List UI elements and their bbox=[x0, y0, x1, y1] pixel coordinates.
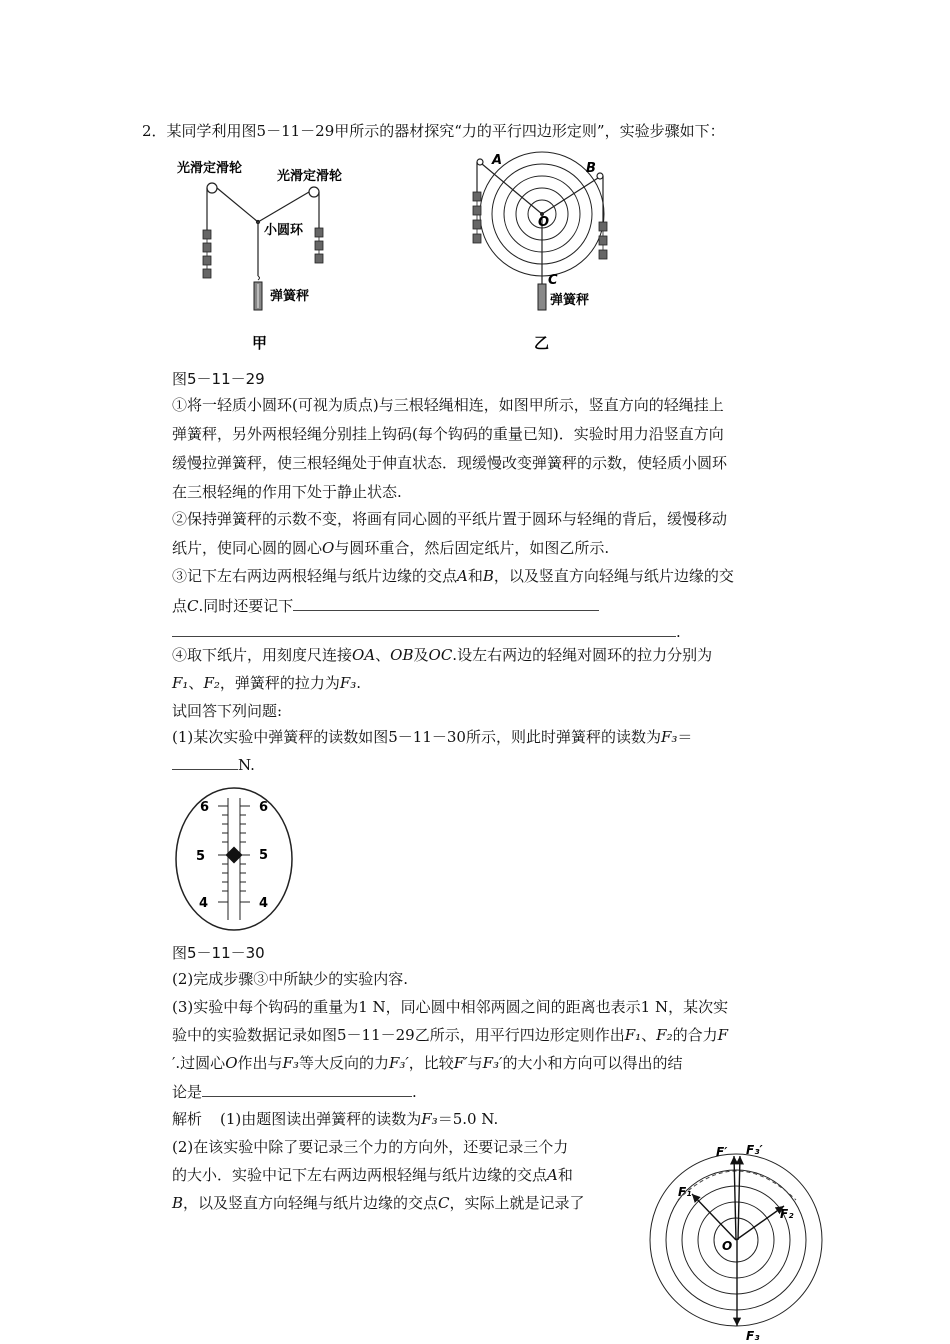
label-spring-scale-yi: 弹簧秤 bbox=[550, 293, 590, 308]
label-point-b: B bbox=[586, 161, 596, 176]
step3-line1: ③记下左右两边两根轻绳与纸片边缘的交点A和B，以及竖直方向轻绳与纸片边缘的交 bbox=[172, 567, 734, 585]
label-point-a: A bbox=[492, 153, 503, 168]
answer-blank-step3a[interactable] bbox=[293, 594, 599, 611]
question3-line4: 论是 . bbox=[172, 1080, 417, 1103]
question2: (2)完成步骤③中所缺少的实验内容. bbox=[172, 970, 409, 988]
left-weights bbox=[203, 230, 211, 278]
answer-blank-q1[interactable] bbox=[172, 753, 238, 770]
answer-blank-step3b[interactable] bbox=[172, 620, 676, 637]
question3-line3: ′.过圆心O作出与F₃等大反向的力F₃′，比较F′与F₃′的大小和方向可以得出的结 bbox=[172, 1054, 683, 1072]
step4-line2: F₁、F₂，弹簧秤的拉力为F₃. bbox=[172, 674, 362, 692]
arrow-f3-prime bbox=[738, 1156, 740, 1240]
question-intro bbox=[142, 120, 725, 142]
answer-label-f1: F₁ bbox=[678, 1185, 692, 1199]
spring-scale-jia bbox=[254, 276, 262, 310]
step4-line1: ④取下纸片，用刻度尺连接OA、OB及OC.设左右两边的轻绳对圆环的拉力分别为 bbox=[172, 646, 713, 664]
label-spring-scale-jia: 弹簧秤 bbox=[270, 289, 310, 304]
arrow-f-prime bbox=[734, 1156, 736, 1240]
right-weights bbox=[315, 228, 323, 263]
answer-label-f2: F₂ bbox=[780, 1207, 794, 1221]
solution-line1: 解析 (1)由题图读出弹簧秤的读数为F₃＝5.0 N. bbox=[172, 1110, 499, 1128]
step1-line1: ①将一轻质小圆环(可视为质点)与三根轻绳相连，如图甲所示，竖直方向的轻绳挂上 bbox=[172, 396, 724, 414]
question-number: 2． bbox=[142, 122, 167, 140]
answer-label-f3: F₃ bbox=[746, 1329, 760, 1343]
left-pulley bbox=[207, 183, 217, 193]
questions-prompt: 试回答下列问题: bbox=[172, 702, 283, 720]
tick-4-right: 4 bbox=[259, 896, 269, 911]
label-pulley-right: 光滑定滑轮 bbox=[277, 169, 343, 184]
figure-jia bbox=[172, 150, 372, 360]
label-jia: 甲 bbox=[252, 334, 268, 352]
label-point-o: O bbox=[538, 215, 550, 230]
step1-line4: 在三根轻绳的作用下处于静止状态. bbox=[172, 483, 402, 501]
figure-29-caption: 图5－11－29 bbox=[172, 370, 265, 388]
step1-line3: 缓慢拉弹簧秤，使三根轻绳处于伸直状态．现缓慢改变弹簧秤的示数，使轻质小圆环 bbox=[172, 454, 728, 472]
label-pulley-left: 光滑定滑轮 bbox=[177, 161, 243, 176]
solution-line2: (2)在该实验中除了要记录三个力的方向外，还要记录三个力 bbox=[172, 1138, 569, 1156]
dashed-arc bbox=[678, 1171, 796, 1200]
label-yi: 乙 bbox=[534, 334, 550, 352]
tick-5-left: 5 bbox=[196, 849, 206, 864]
tick-6-right: 6 bbox=[259, 800, 269, 815]
question3-line2: 验中的实验数据记录如图5－11－29乙所示，用平行四边形定则作出F₁、F₂的合力F bbox=[172, 1026, 729, 1044]
tick-5-right: 5 bbox=[259, 848, 269, 863]
figure-answer-force-diagram bbox=[646, 1136, 836, 1344]
spring-scale-yi bbox=[538, 284, 546, 310]
solution-label: 解析 bbox=[172, 1110, 203, 1128]
question3-line1: (3)实验中每个钩码的重量为1 N，同心圆中相邻两圆之间的距离也表示1 N，某次实 bbox=[172, 998, 729, 1016]
step3-line3: . bbox=[172, 620, 681, 643]
answer-label-f-prime: F′ bbox=[716, 1145, 728, 1159]
figure-yi bbox=[462, 150, 622, 360]
answer-blank-q3[interactable] bbox=[202, 1080, 412, 1097]
var-o: O bbox=[322, 539, 335, 557]
label-point-c: C bbox=[548, 273, 558, 288]
step3-line2: 点C.同时还要记下 bbox=[172, 594, 599, 617]
step2-line1: ②保持弹簧秤的示数不变，将画有同心圆的平纸片置于圆环与轻绳的背后，缓慢移动 bbox=[172, 510, 728, 528]
yi-right-weights bbox=[599, 222, 607, 259]
label-small-ring: 小圆环 bbox=[264, 223, 304, 238]
question1-line1: (1)某次实验中弹簧秤的读数如图5－11－30所示，则此时弹簧秤的读数为F₃＝ bbox=[172, 728, 693, 746]
figure-30-scale bbox=[172, 784, 296, 934]
right-pulley bbox=[309, 187, 319, 197]
solution-line3: 的大小．实验中记下左右两边两根轻绳与纸片边缘的交点A和 bbox=[172, 1166, 573, 1184]
tick-4-left: 4 bbox=[199, 896, 209, 911]
answer-label-f3-prime: F₃′ bbox=[746, 1143, 763, 1157]
step1-line2: 弹簧秤，另外两根轻绳分别挂上钩码(每个钩码的重量已知)．实验时用力沿竖直方向 bbox=[172, 425, 724, 443]
step2-line2: 纸片，使同心圆的圆心O与圆环重合，然后固定纸片，如图乙所示. bbox=[172, 539, 610, 557]
tick-6-left: 6 bbox=[200, 800, 210, 815]
answer-label-o: O bbox=[722, 1239, 733, 1253]
question-intro-text: 某同学利用图5－11－29甲所示的器材探究“力的平行四边形定则”，实验步骤如下： bbox=[166, 122, 725, 140]
solution-line4: B，以及竖直方向轻绳与纸片边缘的交点C，实际上就是记录了 bbox=[172, 1194, 585, 1212]
figure-30-caption: 图5－11－30 bbox=[172, 944, 265, 962]
question1-line2: N. bbox=[172, 753, 255, 776]
